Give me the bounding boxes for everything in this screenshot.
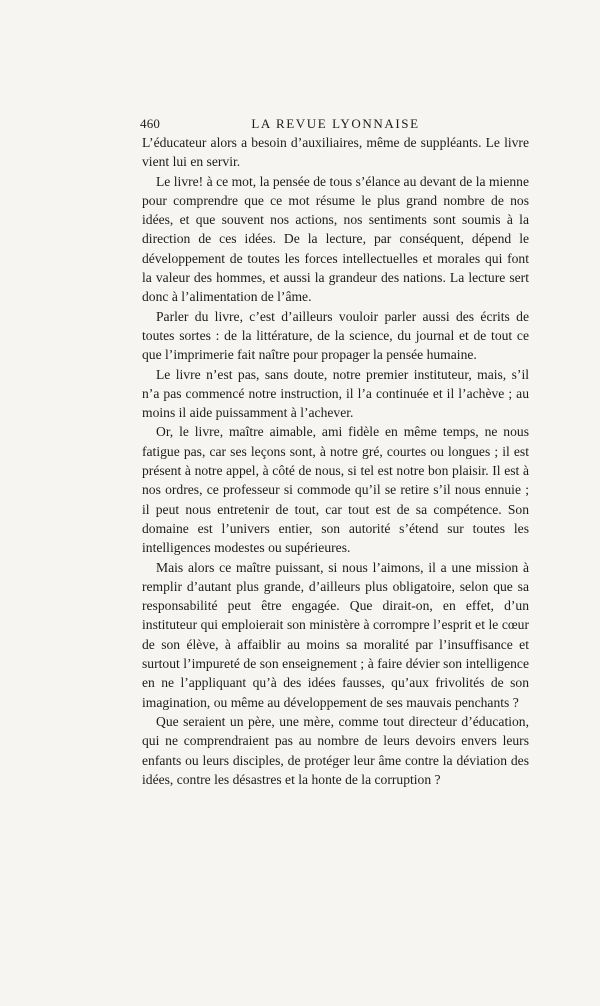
body-text (142, 133, 529, 789)
running-title: LA REVUE LYONNAISE (251, 116, 420, 131)
paragraph: Le livre! à ce mot, la pensée de tous s’élance au devant de la mienne pour comprendre que ce mot résume le plus grand nombre de nos idées, et que souvent nos actions, nos sentiments sont soumis à la direction de ces idées. De la lecture, par conséquent, dépend le développement de toutes les forces intellectuelles et morales qui font la valeur des hommes, et aussi la grandeur des nations. La lecture sert donc à l’alimentation de l’âme. (142, 173, 529, 305)
paragraph: Que seraient un père, une mère, comme tout directeur d’éducation, qui ne comprendraient pas au nombre de leurs devoirs envers leurs enfants ou leurs disciples, de protéger leur âme contre la déviation des idées, contre les désastres et la honte de la corruption ? (142, 713, 529, 787)
paragraph: Parler du livre, c’est d’ailleurs vouloir parler aussi des écrits de toutes sortes : de la littérature, de la science, du journal et de tout ce que l’imprimerie fait naître pour propager la pensée humaine. (142, 308, 529, 363)
paragraph: Mais alors ce maître puissant, si nous l’aimons, il a une mission à remplir d’autant plus grande, d’ailleurs plus obligatoire, selon que sa responsabilité peut être engagée. Que dirait-on, en effet, d’un instituteur qui emploierait son ministère à corrompre l’esprit et le cœur de son élève, à affaiblir au moins sa moralité par l’insuffisance et surtout l’impureté de son enseignement ; à faire dévier son intelligence en ne l’appliquant qu’à des idées fausses, qu’aux frivolités de son imagination, ou même au développement de ses mauvais penchants ? (142, 559, 529, 710)
paragraph: Le livre n’est pas, sans doute, notre premier instituteur, mais, s’il n’a pas commencé notre instruction, il l’a continuée et il l’achève ; au moins il aide puissamment à l’achever. (142, 366, 529, 421)
paragraph: L’éducateur alors a besoin d’auxiliaires, même de suppléants. Le livre vient lui en servir. (142, 135, 529, 170)
paragraph: Or, le livre, maître aimable, ami fidèle en même temps, ne nous fatigue pas, car ses leçons sont, à notre gré, courtes ou longues ; il est présent à notre appel, à côté de nous, si tel est notre bon plaisir. Il est à nos ordres, ce professeur si commode qu’il se retire s’il nous ennuie ; il peut nous entretenir de tout, car tout est de sa compétence. Son domaine est l’univers entier, son autorité s’étend sur toutes les intelligences modestes ou supérieures. (142, 424, 529, 556)
page-number: 460 (140, 116, 161, 131)
